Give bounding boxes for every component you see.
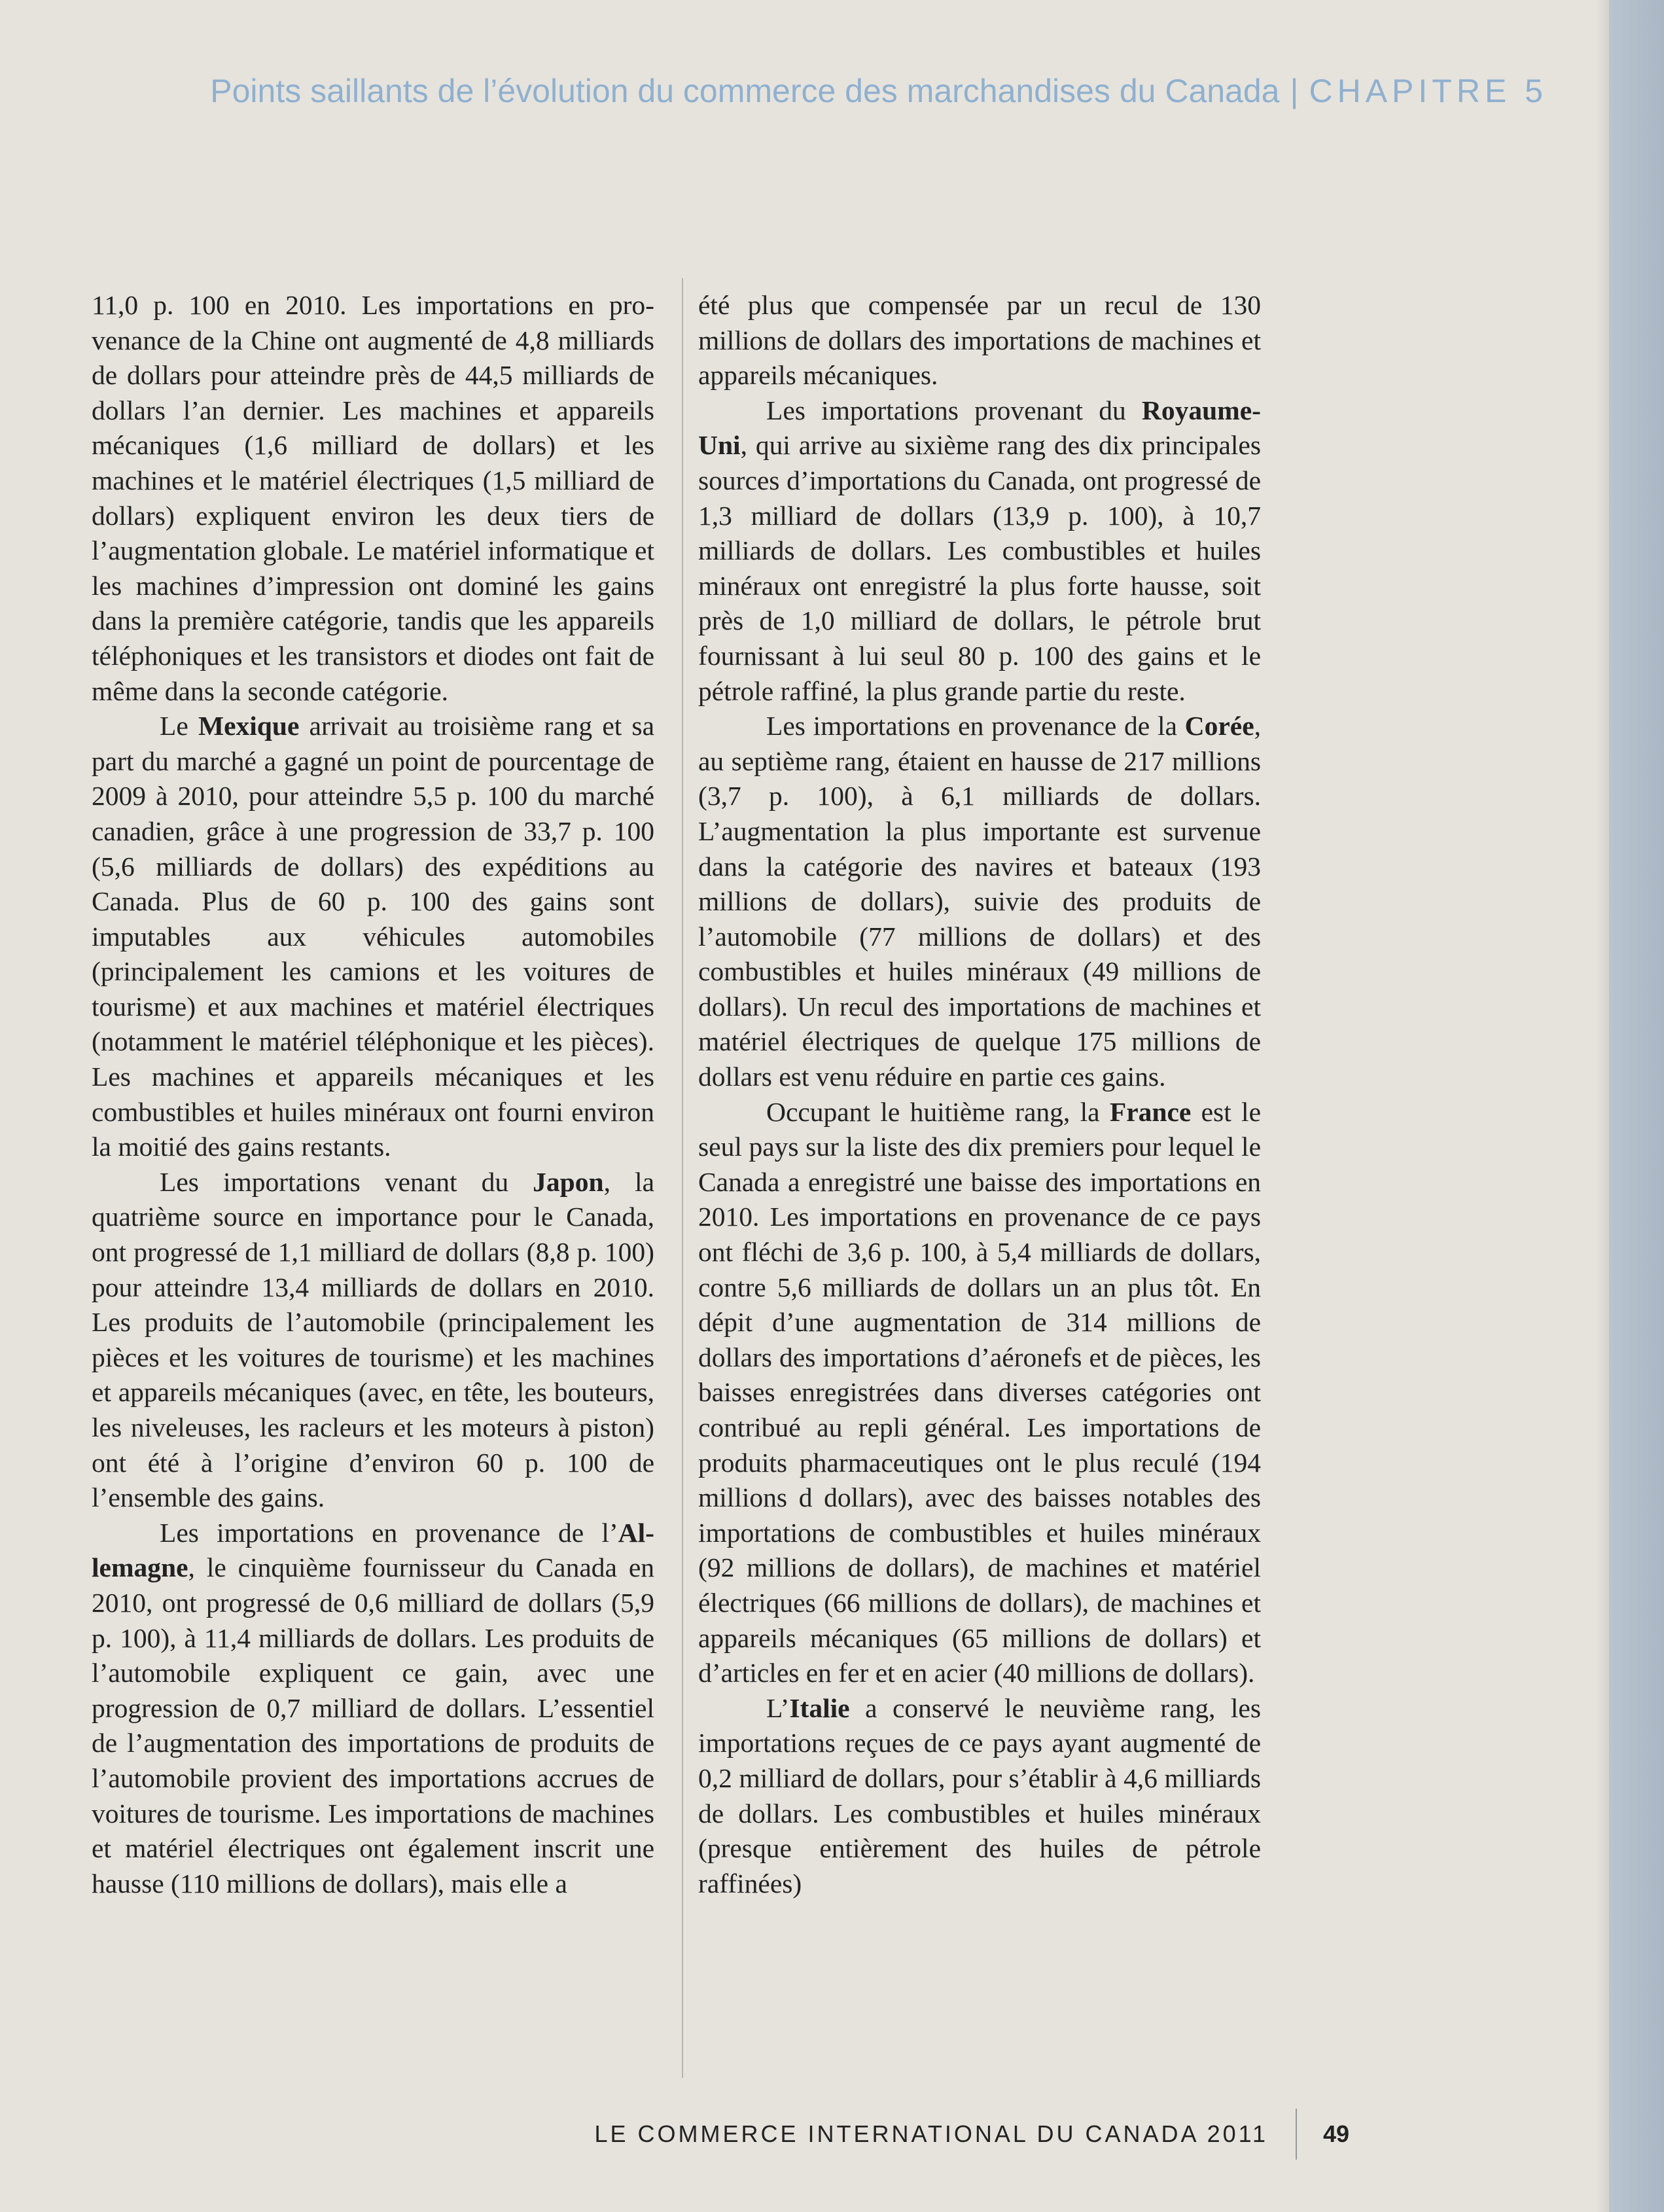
country-name-germany: Allemagne <box>92 1517 654 1583</box>
paragraph-text: a conservé le neuvième rang, les importations reçues de ce pays ayant augmenté de 0,2 milliard de dollars, pour s’établir à 4,6 milliards de dollars. Les combustibles et huiles minéraux (presque entièrement des huiles de pétrole raffinées) <box>698 1692 1261 1899</box>
paragraph-france <box>698 1095 1261 1691</box>
country-name-korea: Corée <box>1184 711 1254 741</box>
paragraph-china-continued: 11,0 p. 100 en 2010. Les importations en provenance de la Chine ont augmenté de 4,8 milliards de dollars pour atteindre près de 44,5 milliards de dollars l’an dernier. Les machines et appareils mécaniques (1,6 milliard de dollars) et les machines et le matériel électriques (1,5 milliard de dollars) expliquent environ les deux tiers de l’augmentation globale. Le matériel informatique et les machines d’impression ont dominé les gains dans la première catégorie, tandis que les appareils téléphoniques et les transistors et diodes ont fait de même dans la seconde catégorie. <box>92 290 654 706</box>
left-column <box>92 288 654 1901</box>
page-edge-shadow <box>1596 0 1609 2212</box>
paragraph-text: Les importations en provenance de la <box>766 711 1185 741</box>
paragraph-text: Les importations provenant du <box>766 395 1142 425</box>
paragraph-text: arrivait au troisième rang et sa part du marché a gagné un point de pourcentage de 2009 à 2010, pour atteindre 5,5 p. 100 du marché canadien, grâce à une progression de 33,7 p. 100 (5,6 milliards de dollars) des expéditions au Canada. Plus de 60 p. 100 des gains sont imputables aux véhicules automobiles (principalement les camions et les voitures de tourisme) et aux machines et matériel électriques (notamment le matériel téléphonique et les pièces). Les machines et appareils mécaniques et les combustibles et huiles minéraux ont fourni environ la moitié des gains restants. <box>92 711 654 1162</box>
footer-divider <box>1296 2109 1297 2160</box>
page-edge-binding <box>1609 0 1664 2212</box>
paragraph-text: Le <box>160 711 198 741</box>
country-name-united-kingdom: Royaume-Uni <box>698 395 1261 461</box>
paragraph-italy <box>698 1691 1261 1902</box>
paragraph-mexico <box>92 709 654 1165</box>
column-divider <box>682 278 683 2078</box>
right-column <box>698 288 1261 1901</box>
country-name-italy: Italie <box>789 1692 850 1723</box>
paragraph-germany <box>92 1516 654 1902</box>
page-number: 49 <box>1323 2120 1350 2147</box>
running-title: Points saillants de l’évolution du commerce des marchandises du Canada <box>210 73 1280 109</box>
country-name-mexico: Mexique <box>198 711 300 741</box>
header-separator: | <box>1290 73 1299 109</box>
paragraph-text: Les importations en provenance de l’ <box>160 1517 618 1548</box>
paragraph-korea <box>698 709 1261 1095</box>
country-name-japan: Japon <box>533 1166 604 1197</box>
paragraph-text: , la quatrième source en importance pour le Canada, ont progressé de 1,1 milliard de dollars (8,8 p. 100) pour atteindre 13,4 milliards de dollars en 2010. Les produits de l’automobile (principalement les pièces et les voitures de tourisme) et les machines et appareils mécaniques (avec, en tête, les bouteurs, les niveleuses, les racleurs et les moteurs à piston) ont été à l’origine d’environ 60 p. 100 de l’ensemble des gains. <box>92 1166 654 1513</box>
paragraph-text: est le seul pays sur la liste des dix premiers pour lequel le Canada a enregistré une baisse des importations en 2010. Les importations en provenance de ce pays ont fléchi de 3,6 p. 100, à 5,4 milliards de dollars, contre 5,6 milliards de dollars un an plus tôt. En dépit d’une augmentation de 314 millions de dollars des importations d’aéronefs et de pièces, les baisses enregistrées dans diverses catégories ont contribué au repli général. Les importations de produits pharmaceutiques ont le plus reculé (194 millions d dollars), avec des baisses notables des importations de combustibles et huiles minéraux (92 millions de dollars), de machines et matériel électriques (66 millions de dollars), de machines et appareils mécaniques (65 millions de dollars) et d’articles en fer et en acier (40 millions de dollars). <box>698 1096 1261 1688</box>
paragraph-text: Les importations venant du <box>160 1166 533 1197</box>
running-header <box>210 72 1548 110</box>
paragraph-text: L’ <box>766 1692 790 1723</box>
paragraph-text: Occupant le huitième rang, la <box>766 1096 1110 1127</box>
paragraph-text: , au septième rang, étaient en hausse de 217 millions (3,7 p. 100), à 6,1 milliards de dollars. L’augmentation la plus importante est survenue dans la catégorie des navires et bateaux (193 millions de dollars), suivie des produits de l’automobile (77 millions de dollars) et des combustibles et huiles minéraux (49 millions de dollars). Un recul des importations de machines et matériel électriques de quelque 175 millions de dollars est venu réduire en partie ces gains. <box>698 711 1261 1092</box>
chapter-label: CHAPITRE 5 <box>1309 73 1548 109</box>
page-footer <box>0 2120 1664 2160</box>
paragraph-text: , le cinquième fournisseur du Canada en 2010, ont progressé de 0,6 milliard de dollars (5,9 p. 100), à 11,4 milliards de dollars. Les produits de l’automobile expliquent ce gain, avec une progression de 0,7 milliard de dollars. L’essentiel de l’augmentation des importations de produits de l’automobile provient des importations accrues de voitures de tourisme. Les importations de machines et matériel électriques ont également inscrit une hausse (110 millions de dollars), mais elle a <box>92 1552 654 1899</box>
publication-title: LE COMMERCE INTERNATIONAL DU CANADA 2011 <box>594 2120 1268 2147</box>
paragraph-germany-continued: été plus que compensée par un recul de 130 millions de dollars des importations de machines et appareils mécaniques. <box>698 290 1261 391</box>
paragraph-united-kingdom <box>698 393 1261 709</box>
paragraph-text: , qui arrive au sixième rang des dix principales sources d’importations du Canada, ont progressé de 1,3 milliard de dollars (13,9 p. 100), à 10,7 milliards de dollars. Les combustibles et huiles minéraux ont enregistré la plus forte hausse, soit près de 1,0 milliard de dollars, le pétrole brut fournissant à lui seul 80 p. 100 des gains et le pétrole raffiné, la plus grande partie du reste. <box>698 430 1261 706</box>
country-name-france: France <box>1109 1096 1192 1127</box>
paragraph-japan <box>92 1165 654 1516</box>
